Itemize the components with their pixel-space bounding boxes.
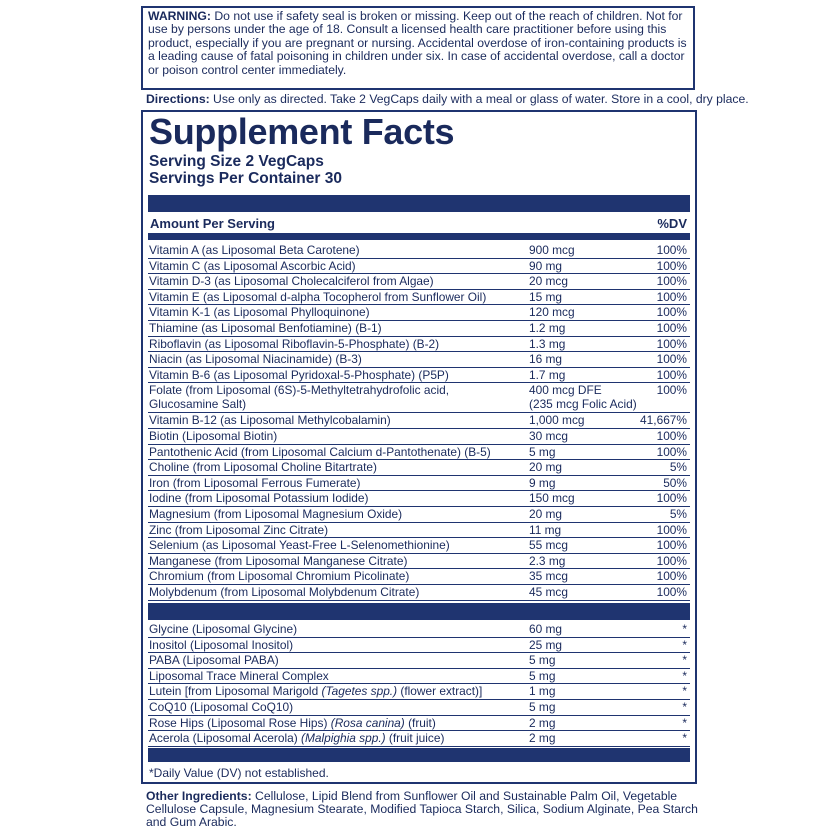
dv-header: %DV	[657, 216, 687, 231]
nutrient-dv: 100%	[656, 336, 687, 351]
nutrient-name	[149, 338, 439, 352]
nutrient-name	[149, 639, 293, 653]
other-ingredients	[146, 790, 711, 830]
nutrient-row	[148, 700, 690, 716]
nutrient-name-line: Folate (from Liposomal (6S)-5-Methyltetrahydrofolic acid,	[149, 383, 450, 398]
header-divider-bar	[148, 233, 690, 240]
nutrient-row	[148, 460, 690, 476]
nutrient-amount	[529, 477, 555, 491]
nutrient-dv: 41,667%	[640, 413, 687, 428]
nutrient-name-line: Chromium (from Liposomal Chromium Picolinate)	[149, 569, 410, 584]
amount-per-serving-header: Amount Per Serving	[150, 216, 275, 231]
thick-divider-bar	[148, 195, 690, 212]
nutrient-amount-line: 120 mcg	[529, 305, 575, 320]
bottom-divider-bar	[148, 748, 690, 762]
nutrient-row	[148, 684, 690, 700]
serving-size: Serving Size 2 VegCaps	[149, 153, 324, 170]
nutrient-dv: 100%	[656, 569, 687, 584]
nutrient-name-line: Vitamin B-12 (as Liposomal Methylcobalamin)	[149, 413, 391, 428]
warning-box	[141, 6, 695, 90]
nutrient-dv: 100%	[656, 491, 687, 506]
nutrient-amount	[529, 384, 637, 411]
nutrient-row	[148, 290, 690, 306]
nutrient-amount	[529, 570, 568, 584]
nutrient-row	[148, 638, 690, 654]
supplement-facts-panel	[141, 110, 697, 784]
nutrient-name-line: Vitamin D-3 (as Liposomal Cholecalciferol from Algae)	[149, 274, 434, 289]
nutrient-name-line: Molybdenum (from Liposomal Molybdenum Citrate)	[149, 585, 420, 599]
nutrient-name-line: Pantothenic Acid (from Liposomal Calcium d-Pantothenate) (B-5)	[149, 444, 491, 459]
nutrient-amount	[529, 701, 555, 715]
directions-text: Use only as directed. Take 2 VegCaps daily with a meal or glass of water. Store in a cool, dry place.	[209, 92, 749, 106]
nutrient-name-latin: (Rosa canina)	[330, 715, 405, 730]
nutrient-name	[149, 430, 277, 444]
nutrient-dv: 100%	[656, 258, 687, 273]
nutrient-amount	[529, 322, 565, 336]
nutrient-amount-line: 5 mg	[529, 668, 556, 683]
nutrient-amount	[529, 353, 562, 367]
nutrient-dv: 100%	[656, 243, 687, 257]
nutrient-name	[149, 291, 486, 305]
nutrient-name-latin: (Malpighia spp.)	[301, 731, 386, 746]
nutrient-name	[149, 461, 377, 475]
nutrient-name-line: Glucosamine Salt)	[149, 396, 247, 411]
nutrient-name	[149, 446, 491, 460]
nutrient-amount	[529, 524, 561, 538]
nutrient-row	[148, 413, 690, 429]
nutrient-amount-line: 1 mg	[529, 684, 556, 699]
nutrient-name	[149, 539, 450, 553]
nutrient-name-line: Vitamin A (as Liposomal Beta Carotene)	[149, 243, 360, 257]
nutrient-amount-line: 900 mcg	[529, 243, 575, 257]
nutrient-row	[148, 429, 690, 445]
nutrient-amount-line: 20 mcg	[529, 274, 568, 289]
nutrient-amount-line: 60 mg	[529, 622, 563, 636]
nutrient-name	[149, 492, 368, 506]
warning-label: WARNING:	[148, 9, 211, 23]
nutrient-dv: 100%	[656, 383, 687, 398]
nutrient-amount-line: 11 mg	[529, 522, 562, 537]
nutrient-dv: *	[682, 668, 687, 683]
nutrient-name	[149, 275, 434, 289]
warning-text: Do not use if safety seal is broken or missing. Keep out of the reach of children. Not for use by persons under the age of 18. Consult a licensed health care practitioner before using this product, especially if you are pregnant or nursing. Accidental overdose of iron-containing products is a leading cause of fatal poisoning in children under six. In case of accidental overdose, call a doctor or poison control center immediately.	[148, 9, 687, 77]
nutrient-dv: *	[682, 637, 687, 652]
nutrient-name	[149, 623, 297, 637]
nutrient-name	[149, 244, 360, 258]
nutrient-row	[148, 445, 690, 461]
nutrient-name-line: Riboflavin (as Liposomal Riboflavin-5-Phosphate) (B-2)	[149, 336, 440, 351]
nutrient-amount-line: 5 mg	[529, 653, 556, 668]
nutrient-row	[148, 554, 690, 570]
nutrient-name	[149, 685, 482, 699]
nutrient-amount-line: 45 mcg	[529, 585, 568, 599]
nutrient-name	[149, 555, 407, 569]
nutrient-row	[148, 669, 690, 685]
nutrient-amount	[529, 338, 565, 352]
nutrient-amount-line: 1,000 mcg	[529, 413, 585, 428]
nutrient-dv: 100%	[656, 585, 687, 599]
nutrient-amount	[529, 446, 555, 460]
nutrient-amount-line: 9 mg	[529, 475, 556, 490]
nutrient-amount-line: 1.3 mg	[529, 336, 566, 351]
section-divider-bar	[148, 603, 690, 620]
nutrient-amount	[529, 291, 562, 305]
nutrient-amount-line: 400 mcg DFE	[529, 383, 602, 398]
nutrient-amount	[529, 430, 568, 444]
nutrient-amount-line: 2 mg	[529, 715, 556, 730]
nutrient-amount-line: 150 mcg	[529, 491, 575, 506]
nutrient-dv: *	[682, 653, 687, 668]
nutrient-row	[148, 622, 690, 638]
nutrient-dv: *	[682, 700, 687, 714]
nutrient-name	[149, 654, 279, 668]
nutrient-name	[149, 414, 391, 428]
nutrient-name-line: Vitamin C (as Liposomal Ascorbic Acid)	[149, 258, 356, 273]
nutrient-dv: *	[682, 715, 687, 730]
facts-title: Supplement Facts	[149, 111, 455, 152]
nutrient-name	[149, 670, 329, 684]
nutrient-name-part: (flower extract)]	[397, 684, 483, 699]
nutrient-amount-line: 30 mcg	[529, 429, 568, 443]
nutrient-dv: 100%	[656, 321, 687, 335]
nutrient-name-line: Iodine (from Liposomal Potassium Iodide)	[149, 491, 369, 506]
nutrient-name-part: (fruit juice)	[385, 731, 445, 746]
nutrient-amount-line: 20 mg	[529, 460, 563, 475]
nutrient-amount	[529, 654, 555, 668]
nutrient-amount-line: 16 mg	[529, 352, 563, 367]
nutrient-row	[148, 274, 690, 290]
nutrient-row	[148, 476, 690, 492]
nutrient-amount-line: 15 mg	[529, 289, 563, 304]
nutrient-name	[149, 384, 449, 411]
nutrient-amount-line: (235 mcg Folic Acid)	[529, 396, 637, 411]
nutrient-name	[149, 322, 382, 336]
nutrient-name	[149, 477, 360, 491]
nutrient-amount-line: 5 mg	[529, 444, 556, 459]
nutrient-row	[148, 569, 690, 585]
directions	[146, 92, 749, 106]
nutrient-dv: 100%	[656, 305, 687, 320]
nutrient-dv: *	[682, 731, 687, 746]
nutrient-name-line: Iron (from Liposomal Ferrous Fumerate)	[149, 475, 361, 490]
nutrient-dv: 100%	[656, 522, 687, 537]
nutrient-name-line: PABA (Liposomal PABA)	[149, 653, 279, 668]
nutrient-amount-line: 1.7 mg	[529, 367, 566, 382]
nutrient-name-line: Vitamin K-1 (as Liposomal Phylloquinone)	[149, 305, 370, 320]
nutrient-amount-line: 1.2 mg	[529, 321, 566, 335]
nutrient-dv: 100%	[656, 429, 687, 443]
nutrient-name-line: Choline (from Liposomal Choline Bitartrate)	[149, 460, 378, 475]
nutrient-name-line: Vitamin B-6 (as Liposomal Pyridoxal-5-Phosphate) (P5P)	[149, 367, 449, 382]
nutrient-amount-line: 20 mg	[529, 507, 563, 521]
nutrient-name-part: (fruit)	[404, 715, 436, 730]
nutrient-name-line: Niacin (as Liposomal Niacinamide) (B-3)	[149, 352, 362, 367]
nutrient-name-line: Biotin (Liposomal Biotin)	[149, 429, 278, 443]
nutrient-name-line: Magnesium (from Liposomal Magnesium Oxide)	[149, 507, 403, 521]
nutrient-amount	[529, 639, 562, 653]
nutrient-row	[148, 585, 690, 601]
nutrient-name-part: Acerola (Liposomal Acerola)	[149, 731, 302, 746]
nutrient-dv: *	[682, 622, 687, 636]
nutrient-dv: 100%	[656, 553, 687, 568]
nutrient-name-part: Rose Hips (Liposomal Rose Hips)	[149, 715, 331, 730]
nutrient-amount	[529, 586, 568, 600]
nutrient-amount-line: 35 mcg	[529, 569, 568, 584]
nutrient-amount-line: 2 mg	[529, 731, 556, 746]
nutrient-row	[148, 305, 690, 321]
servings-per-container: Servings Per Container 30	[149, 170, 342, 187]
nutrient-name-line: Vitamin E (as Liposomal d-alpha Tocopherol from Sunflower Oil)	[149, 289, 487, 304]
nutrient-row	[148, 491, 690, 507]
nutrient-amount	[529, 244, 575, 258]
nutrient-name	[149, 717, 436, 731]
nutrient-dv: 100%	[656, 289, 687, 304]
nutrient-name-line: Glycine (Liposomal Glycine)	[149, 622, 298, 636]
nutrient-amount	[529, 555, 565, 569]
nutrient-row	[148, 337, 690, 353]
nutrient-name-part: Lutein [from Liposomal Marigold	[149, 684, 322, 699]
nutrient-name-line: Zinc (from Liposomal Zinc Citrate)	[149, 522, 329, 537]
nutrient-name-line: Selenium (as Liposomal Yeast-Free L-Selenomethionine)	[149, 538, 450, 553]
nutrient-amount	[529, 670, 555, 684]
nutrient-row	[148, 507, 690, 523]
nutrient-name	[149, 353, 362, 367]
nutrient-row	[148, 321, 690, 337]
nutrient-name	[149, 524, 328, 538]
nutrient-amount	[529, 508, 562, 522]
nutrient-row	[148, 259, 690, 275]
nutrient-dv: 100%	[656, 538, 687, 553]
nutrient-row	[148, 653, 690, 669]
nutrient-name	[149, 508, 402, 522]
nutrient-dv: 5%	[669, 507, 687, 521]
nutrient-name-line: Liposomal Trace Mineral Complex	[149, 668, 329, 683]
nutrient-row	[148, 538, 690, 554]
nutrient-name-latin: (Tagetes spp.)	[321, 684, 398, 699]
nutrient-amount	[529, 369, 565, 383]
nutrient-amount	[529, 717, 555, 731]
nutrient-dv: 100%	[656, 274, 687, 289]
nutrient-name	[149, 306, 370, 320]
nutrient-dv: 100%	[656, 444, 687, 459]
directions-label: Directions:	[146, 92, 210, 106]
nutrient-amount-line: 25 mg	[529, 637, 563, 652]
nutrient-row	[148, 243, 690, 259]
nutrient-amount	[529, 260, 562, 274]
other-ingredients-text: Cellulose, Lipid Blend from Sunflower Oil and Sustainable Palm Oil, Vegetable Cellulose Capsule, Magnesium Stearate, Modified Tapioca Starch, Silica, Sodium Alginate, Pea Starch and Gum Arabic.	[146, 789, 698, 830]
nutrient-row	[148, 716, 690, 732]
nutrient-name	[149, 701, 293, 715]
nutrient-amount	[529, 539, 568, 553]
nutrient-amount	[529, 623, 562, 637]
nutrient-row	[148, 523, 690, 539]
nutrient-name-line: Thiamine (as Liposomal Benfotiamine) (B-1)	[149, 321, 382, 335]
nutrient-amount-line: 90 mg	[529, 258, 563, 273]
nutrient-amount	[529, 461, 562, 475]
nutrient-name-line: Inositol (Liposomal Inositol)	[149, 637, 294, 652]
nutrient-row	[148, 368, 690, 384]
nutrient-name	[149, 369, 449, 383]
nutrient-row	[148, 731, 690, 747]
nutrient-name-line: CoQ10 (Liposomal CoQ10)	[149, 700, 294, 714]
nutrient-amount-line: 2.3 mg	[529, 553, 566, 568]
nutrient-row	[148, 352, 690, 368]
nutrient-amount-line: 5 mg	[529, 700, 556, 714]
nutrient-dv: 5%	[669, 460, 687, 475]
other-ingredients-label: Other Ingredients:	[146, 789, 252, 803]
nutrient-name	[149, 586, 419, 600]
nutrient-amount-line: 55 mcg	[529, 538, 568, 553]
nutrient-amount	[529, 685, 555, 699]
nutrient-amount	[529, 275, 568, 289]
nutrient-dv: 50%	[663, 475, 687, 490]
nutrient-amount	[529, 732, 555, 746]
nutrient-amount	[529, 492, 575, 506]
nutrient-amount	[529, 306, 575, 320]
nutrient-name	[149, 732, 444, 746]
nutrient-name	[149, 260, 356, 274]
nutrient-dv: 100%	[656, 352, 687, 367]
nutrient-dv: 100%	[656, 367, 687, 382]
nutrient-row	[148, 383, 690, 413]
dv-footnote: *Daily Value (DV) not established.	[149, 766, 329, 780]
nutrient-name-line: Manganese (from Liposomal Manganese Citrate)	[149, 553, 408, 568]
nutrient-amount	[529, 414, 585, 428]
nutrient-dv: *	[682, 684, 687, 699]
nutrient-name	[149, 570, 409, 584]
